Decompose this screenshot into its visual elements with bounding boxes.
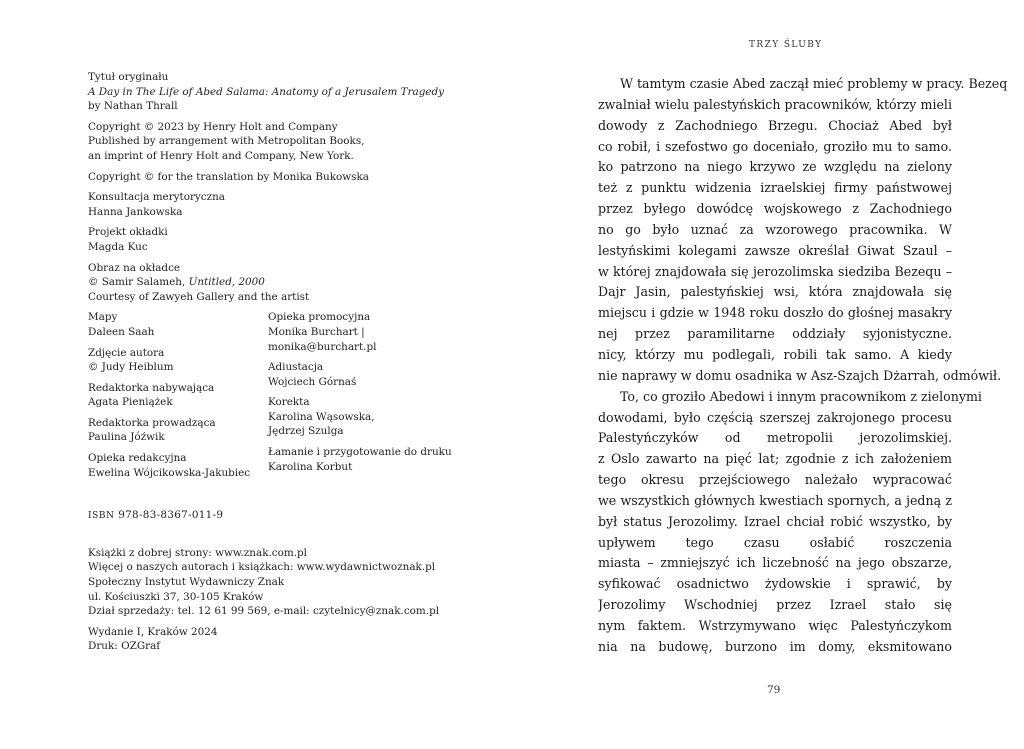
- text-line: z Oslo zawarto na pięć lat; zgodnie z ich założeniem: [598, 451, 952, 467]
- cover-image-credit: [88, 275, 508, 290]
- text-line: no go było uznać za wzorowego pracownika. W: [598, 221, 952, 237]
- credit-label: Adiustacja: [268, 361, 324, 374]
- copyright-page: [88, 70, 508, 660]
- credit-label: Redaktorka nabywająca: [88, 381, 215, 394]
- original-title-label: Tytuł oryginału: [88, 71, 169, 83]
- credit-name: Agata Pieniążek: [88, 396, 173, 409]
- credit-editorial-care: [88, 451, 268, 480]
- credit-label: Opieka redakcyjna: [88, 452, 187, 465]
- cover-design-name: Magda Kuc: [88, 240, 148, 253]
- text-line: W tamtym czasie Abed zaczął mieć problemy w pracy. Bezeq: [620, 76, 1008, 91]
- text-line: ko patrzono na niego krzywo ze względu na zielony: [598, 159, 952, 175]
- cover-design-block: [88, 225, 508, 254]
- running-head: TRZY ŚLUBY: [749, 40, 823, 50]
- publisher-line: Dział sprzedaży: tel. 12 61 99 569, e-mail: czytelnicy@znak.com.pl: [88, 605, 440, 618]
- text-line: syfikować osadnictwo żydowskie i sprawić, by: [598, 576, 952, 592]
- text-line: nicy, którzy mu podlegali, robili tak samo. A kiedy: [598, 346, 952, 362]
- copyright-line: an imprint of Henry Holt and Company, New York.: [88, 149, 354, 162]
- text-line: nej przez paramilitarne oddziały syjonistyczne.: [598, 326, 952, 342]
- page-number: 79: [767, 684, 781, 696]
- edition-block: [88, 625, 508, 654]
- credit-label: Korekta: [268, 396, 310, 409]
- credit-author-photo: [88, 346, 268, 375]
- original-title-block: [88, 70, 508, 114]
- consultation-label: Konsultacja merytoryczna: [88, 191, 225, 204]
- text-page: [598, 74, 1008, 658]
- translation-block: [88, 170, 508, 185]
- isbn-label: ISBN: [88, 511, 115, 522]
- text-line: miejscu i gdzie w 1948 roku doszło do głośnej masakry: [598, 305, 952, 321]
- text-line: To, co groziło Abedowi i innym pracownikom z zielonymi: [620, 388, 982, 404]
- text-line: upływem tego czasu osłabić roszczenia: [598, 534, 952, 550]
- credit-name: Ewelina Wójcikowska-Jakubiec: [88, 466, 251, 479]
- credit-name: Karolina Wąsowska,: [268, 410, 375, 423]
- cover-image-work: Untitled: [188, 276, 232, 289]
- original-author: by Nathan Thrall: [88, 100, 178, 113]
- credit-typesetting: [268, 445, 458, 474]
- text-line: dowody z Zachodniego Brzegu. Chociaż Abed był: [598, 117, 952, 133]
- credit-label: Mapy: [88, 311, 118, 324]
- edition-line: Wydanie I, Kraków 2024: [88, 625, 218, 638]
- credits-columns: [88, 310, 508, 486]
- translation-copyright: Copyright © for the translation by Monika Bukowska: [88, 170, 369, 183]
- credit-name: Monika Burchart |: [268, 325, 365, 338]
- publisher-line: Społeczny Instytut Wydawniczy Znak: [88, 576, 285, 589]
- credit-name: Karolina Korbut: [268, 460, 353, 473]
- text-line: nia na budowę, burzono im domy, eksmitowano: [598, 638, 952, 654]
- credit-label: Łamanie i przygotowanie do druku: [268, 446, 452, 459]
- text-line: nym faktem. Wstrzymywano więc Palestyńczykom: [598, 617, 952, 633]
- isbn-line: [88, 508, 508, 524]
- cover-image-label: Obraz na okładce: [88, 261, 181, 274]
- publisher-line: ul. Kościuszki 37, 30-105 Kraków: [88, 590, 264, 603]
- text-line: we wszystkich głównych kwestiach spornych, a jedną z: [598, 492, 952, 508]
- original-title: A Day in The Life of Abed Salama: Anatomy of a Jerusalem Tragedy: [88, 85, 445, 98]
- consultation-block: [88, 190, 508, 219]
- text-line: był status Jerozolimy. Izrael chciał robić wszystko, by: [598, 513, 952, 529]
- text-line: Jerozolimy Wschodniej przez Izrael stało się: [598, 597, 952, 613]
- text-line: zwalniał wielu palestyńskich pracowników, którzy mieli: [598, 96, 952, 112]
- text-line: dowodami, było częścią szerszej zakrojonego procesu: [598, 409, 952, 425]
- text-line: nie naprawy w domu osadnika w Asz-Szajch Dżarrah, odmówił.: [598, 367, 1002, 383]
- copyright-line: Published by arrangement with Metropolitan Books,: [88, 135, 365, 148]
- publisher-line: Książki z dobrej strony: www.znak.com.pl: [88, 546, 307, 559]
- credit-label: Zdjęcie autora: [88, 346, 165, 359]
- credit-acquiring-editor: [88, 381, 268, 410]
- text-line: też z punktu widzenia izraelskiej firmy państwowej: [598, 180, 952, 196]
- publisher-line: Więcej o naszych autorach i książkach: www.wydawnictwoznak.pl: [88, 561, 436, 574]
- copyright-line: Copyright © 2023 by Henry Holt and Company: [88, 120, 338, 133]
- isbn-number: 978-83-8367-011-9: [118, 509, 224, 522]
- publisher-block: [88, 546, 508, 619]
- credit-name: Paulina Jóźwik: [88, 431, 165, 444]
- text-line: Palestyńczyków od metropolii jerozolimskiej.: [598, 430, 952, 446]
- text-line: w której znajdowała się jerozolimska siedziba Bezequ –: [598, 263, 952, 279]
- credit-proofreading: [268, 395, 458, 439]
- credit-name: Daleen Saah: [88, 325, 155, 338]
- text-line: Dajr Jasin, palestyńskiej wsi, która znajdowała się: [598, 284, 952, 300]
- credit-label: Redaktorka prowadząca: [88, 416, 216, 429]
- print-line: Druk: OZGraf: [88, 640, 161, 653]
- credits-column-left: [88, 310, 268, 486]
- cover-image-courtesy: Courtesy of Zawyeh Gallery and the artist: [88, 290, 310, 303]
- text-line: przez byłego dowódcę wojskowego z Zachodniego: [598, 201, 952, 217]
- text-line: lestyńskimi kolegami zawsze określał Giwat Szaul –: [598, 242, 952, 258]
- text-line: miasta – zmniejszyć ich liczebność na jego obszarze,: [598, 555, 952, 571]
- credit-name: Jędrzej Szulga: [268, 425, 344, 438]
- credit-name: © Judy Heiblum: [88, 361, 174, 374]
- credit-label: Opieka promocyjna: [268, 311, 371, 324]
- credit-copyediting: [268, 360, 458, 389]
- credit-promotion: [268, 310, 458, 354]
- consultation-name: Hanna Jankowska: [88, 205, 183, 218]
- credit-maps: [88, 310, 268, 339]
- credits-column-right: [268, 310, 458, 486]
- cover-design-label: Projekt okładki: [88, 226, 168, 239]
- cover-image-block: [88, 261, 508, 305]
- credit-name: monika@burchart.pl: [268, 340, 377, 353]
- text-line: co robił, i szefostwo go doceniało, groziło mu to samo.: [598, 138, 952, 154]
- copyright-block: [88, 120, 508, 164]
- cover-image-artist: © Samir Salameh,: [88, 276, 189, 289]
- credit-managing-editor: [88, 416, 268, 445]
- credit-name: Wojciech Górnaś: [268, 375, 357, 388]
- cover-image-year: , 2000: [231, 276, 265, 289]
- text-line: tego okresu przejściowego należało wypracować: [598, 472, 952, 488]
